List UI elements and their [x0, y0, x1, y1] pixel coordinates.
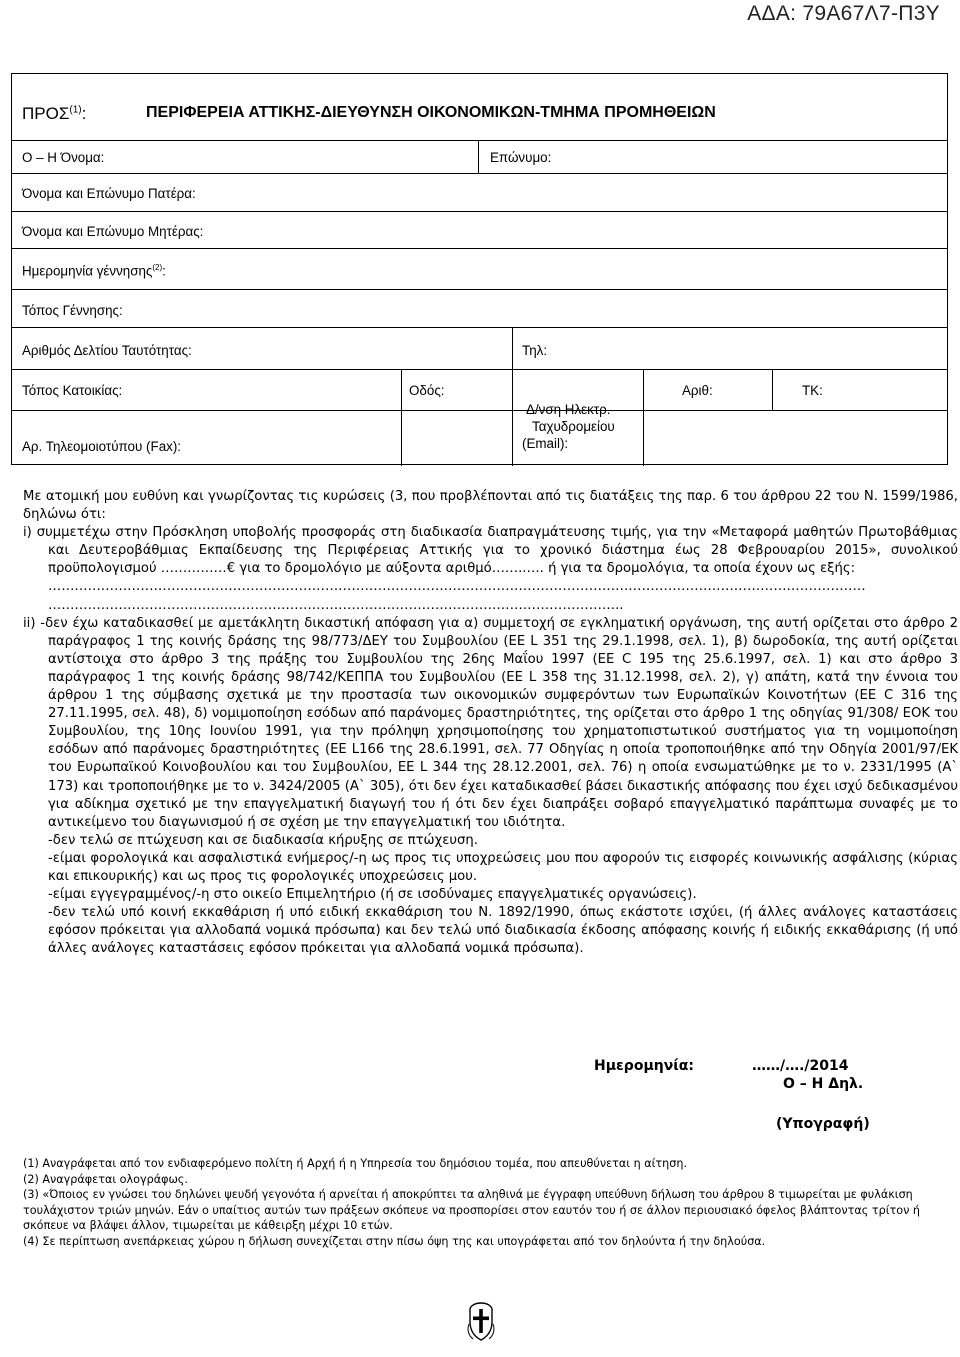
street-field[interactable]: Οδός:	[409, 383, 445, 398]
row-divider	[12, 248, 947, 249]
footnote-3: (3) «Όποιος εν γνώσει του δηλώνει ψευδή γεγονότα ή αρνείται ή αποκρύπτει τα αληθινά με έγγραφη υπεύθυνη δήλωση του άρθρου 8 τιμωρείται με φυλάκιση τουλάχιστον τριών μηνών. Εάν ο υπαίτιος αυτών των πράξεων σκόπευε να προσπορίσει στον εαυτόν του ή σε άλλον περιουσιακό όφελος βλάπτοντας τρίτον ή σκόπευε να βλάψει άλλον, τιμωρείται με κάθειρξη μέχρι 10 ετών.	[23, 1188, 920, 1233]
row-divider	[12, 327, 947, 328]
birthplace-field[interactable]: Τόπος Γέννησης:	[22, 303, 123, 318]
register-line: -είμαι εγγεγραμμένος/-η στο οικείο Επιμελητήριο (ή σε ισοδύναμες επαγγελματικές οργανώσεις).	[48, 887, 697, 903]
postcode-field[interactable]: ΤΚ:	[802, 383, 823, 398]
col-divider	[512, 327, 513, 369]
footnote-1: (1) Αναγράφεται από τον ενδιαφερόμενο πολίτη ή Αρχή ή η Υπηρεσία του δημόσιου τομέα, που απευθύνεται η αίτηση.	[23, 1157, 687, 1170]
dots-line[interactable]: …………………………………………………………………………………………………………………..	[48, 597, 624, 613]
signature-label[interactable]: (Υπογραφή)	[776, 1116, 870, 1132]
declaration-form-table	[11, 73, 948, 465]
declaration-body	[23, 488, 958, 958]
col-divider	[401, 369, 402, 466]
row-divider	[12, 289, 947, 290]
col-divider	[478, 140, 479, 173]
id-number-field[interactable]: Αριθμός Δελτίου Ταυτότητας:	[22, 343, 192, 358]
item-ii-paragraph: ii) -δεν έχω καταδικασθεί με αμετάκλητη δικαστική απόφαση για α) συμμετοχή σε εγκληματική οργάνωση, της αυτή ορίζεται στο άρθρο 2 παράγραφος 1 της κοινής δράσης της 98/773/ΔΕΥ του Συμβουλίου (ΕΕ L 351 της 29.1.1998, σελ. 1), β) δωροδοκία, της αυτή ορίζεται αντίστοιχα στο άρθρο 3 της πράξης του Συμβουλίου της 26ης Μαΐου 1997 (ΕΕ C 195 της 25.6.1997, σελ. 1) και στο άρθρο 3 παράγραφος 1 της κοινής δράσης 98/742/ΚΕΠΠΑ του Συμβουλίου (ΕΕ L 358 της 31.12.1998, σελ. 2), γ) απάτη, κατά την έννοια του άρθρου 1 της σύμβασης σχετικά με την προστασία των οικονομικών συμφερόντων των Ευρωπαϊκών Κοινοτήτων (ΕΕ C 316 της 27.11.1995, σελ. 48), δ) νομιμοποίηση εσόδων από παράνομες δραστηριότητες, της ορίζεται στο άρθρο 1 της οδηγίας 91/308/ ΕΟΚ του Συμβουλίου, της 10ης Ιουνίου 1991, για την πρόληψη χρησιμοποίησης του χρηματοπιστωτικού συστήματος για τη νομιμοποίηση εσόδων από παράνομες δραστηριότητες (ΕΕ L166 της 28.6.1991, σελ. 77 Οδηγίας η οποία τροποποιήθηκε από την Οδηγία 2001/97/ΕΚ του Ευρωπαϊκού Κοινοβουλίου και του Συμβουλίου, ΕΕ L 344 της 28.12.2001, σελ. 76) η οποία ενσωματώθηκε με το ν. 2331/1995 (Α` 173) και τροποποιήθηκε με το ν. 3424/2005 (Α` 305), ότι δεν έχει καταδικασθεί βάσει δικαστικής απόφασης που έχει ισχύ δεδικασμένου για αδίκημα σχετικό με την επαγγελματική διαγωγή του ή ότι δεν έχει διαπράξει σοβαρό επαγγελματικό παράπτωμα συναφές με το αντικείμενο του διαγωνισμού ή σε σχέση με την επαγγελματική του ιδιότητα.	[23, 615, 958, 830]
row-divider	[12, 140, 947, 141]
date-label: Ημερομηνία:	[594, 1058, 694, 1074]
number-field[interactable]: Αριθ:	[682, 383, 713, 398]
row-divider	[12, 369, 947, 370]
mother-name-field[interactable]: Όνομα και Επώνυμο Μητέρας:	[22, 224, 204, 239]
bankruptcy-line: -δεν τελώ σε πτώχευση και σε διαδικασία κήρυξης σε πτώχευση.	[48, 832, 478, 848]
footnote-2: (2) Αναγράφεται ολογράφως.	[23, 1172, 188, 1186]
dots-line[interactable]: ……………………………………………………………………………………………………………………………………………………………………	[48, 579, 866, 595]
father-name-field[interactable]: Όνομα και Επώνυμο Πατέρα:	[22, 186, 196, 201]
ada-code: ΑΔΑ: 79Α67Λ7-Π3Υ	[747, 2, 940, 25]
recipient-name: ΠΕΡΙΦΕΡΕΙΑ ΑΤΤΙΚΗΣ-ΔΙΕΥΘΥΝΣΗ ΟΙΚΟΝΟΜΙΚΩΝ-ΤΜΗΜΑ ΠΡΟΜΗΘΕΙΩΝ	[146, 104, 716, 121]
intro-paragraph: Με ατομική μου ευθύνη και γνωρίζοντας τις κυρώσεις (3, που προβλέπονται από τις διατάξεις της παρ. 6 του άρθρου 22 του Ν. 1599/1986, δηλώνω ότι:	[23, 489, 958, 523]
greek-emblem-icon	[466, 1300, 496, 1342]
tax-line: -είμαι φορολογικά και ασφαλιστικά ενήμερος/-η ως προς τις υποχρεώσεις μου που αφορούν τις εισφορές κοινωνικής ασφάλισης (κύριας και επικουρικής) και ως προς τις φορολογικές υποχρεώσεις μου.	[48, 850, 958, 884]
fax-field[interactable]: Αρ. Τηλεομοιοτύπου (Fax):	[22, 439, 182, 454]
surname-field[interactable]: Επώνυμο:	[490, 150, 552, 165]
item-i-paragraph: i) συμμετέχω στην Πρόσκληση υποβολής προσφοράς στη διαδικασία διαπραγμάτευσης τιμής, για την «Μεταφορά μαθητών Πρωτοβάθμιας και Δευτεροβάθμιας Εκπαίδευσης της Περιφέρειας Αττικής για το χρονικό διάστημα έως 28 Φεβρουαρίου 2015», συνολικού προϋπολογισμού ……………€ για το δρομολόγιο με αύξοντα αριθμό……..…. ή για τα δρομολόγια, τα οποία έχουν ως εξής:	[23, 525, 958, 577]
name-field[interactable]: Ο – Η Όνομα:	[22, 150, 105, 165]
col-divider	[512, 369, 513, 466]
row-divider	[12, 410, 947, 411]
residence-field[interactable]: Τόπος Κατοικίας:	[22, 383, 123, 398]
col-divider	[772, 369, 773, 410]
liquidation-line: -δεν τελώ υπό κοινή εκκαθάριση ή υπό ειδική εκκαθάριση του Ν. 1892/1990, όπως εκάστοτε ισχύει, (ή άλλες ανάλογες καταστάσεις εφόσον πρόκειται για αλλοδαπά νομικά πρόσωπα) και δεν τελώ υπό διαδικασία έκδοσης απόφασης κοινής ή ειδικής εκκαθάρισης (ή υπό άλλες ανάλογες καταστάσεις εφόσον πρόκειται για αλλοδαπά νομικά πρόσωπα).	[48, 905, 958, 957]
email-field[interactable]: Δ/νση Ηλεκτρ. Ταχυδρομείου (Email):	[522, 402, 615, 451]
footnote-4: (4) Σε περίπτωση ανεπάρκειας χώρου η δήλωση συνεχίζεται στην πίσω όψη της και υπογράφεται από τον δηλούντα ή την δηλούσα.	[23, 1234, 766, 1248]
pros-label: ΠΡΟΣ$^{(1)}$:	[22, 104, 87, 123]
declarant-label: Ο – Η Δηλ.	[783, 1076, 864, 1092]
birthdate-field[interactable]: Ημερομηνία γέννησης$^{(2)}$:	[22, 263, 166, 279]
date-value[interactable]: ……/…./2014	[752, 1058, 849, 1074]
footnotes	[23, 1156, 923, 1250]
phone-field[interactable]: Τηλ:	[522, 343, 548, 358]
col-divider	[643, 369, 644, 466]
row-divider	[12, 173, 947, 174]
row-divider	[12, 211, 947, 212]
